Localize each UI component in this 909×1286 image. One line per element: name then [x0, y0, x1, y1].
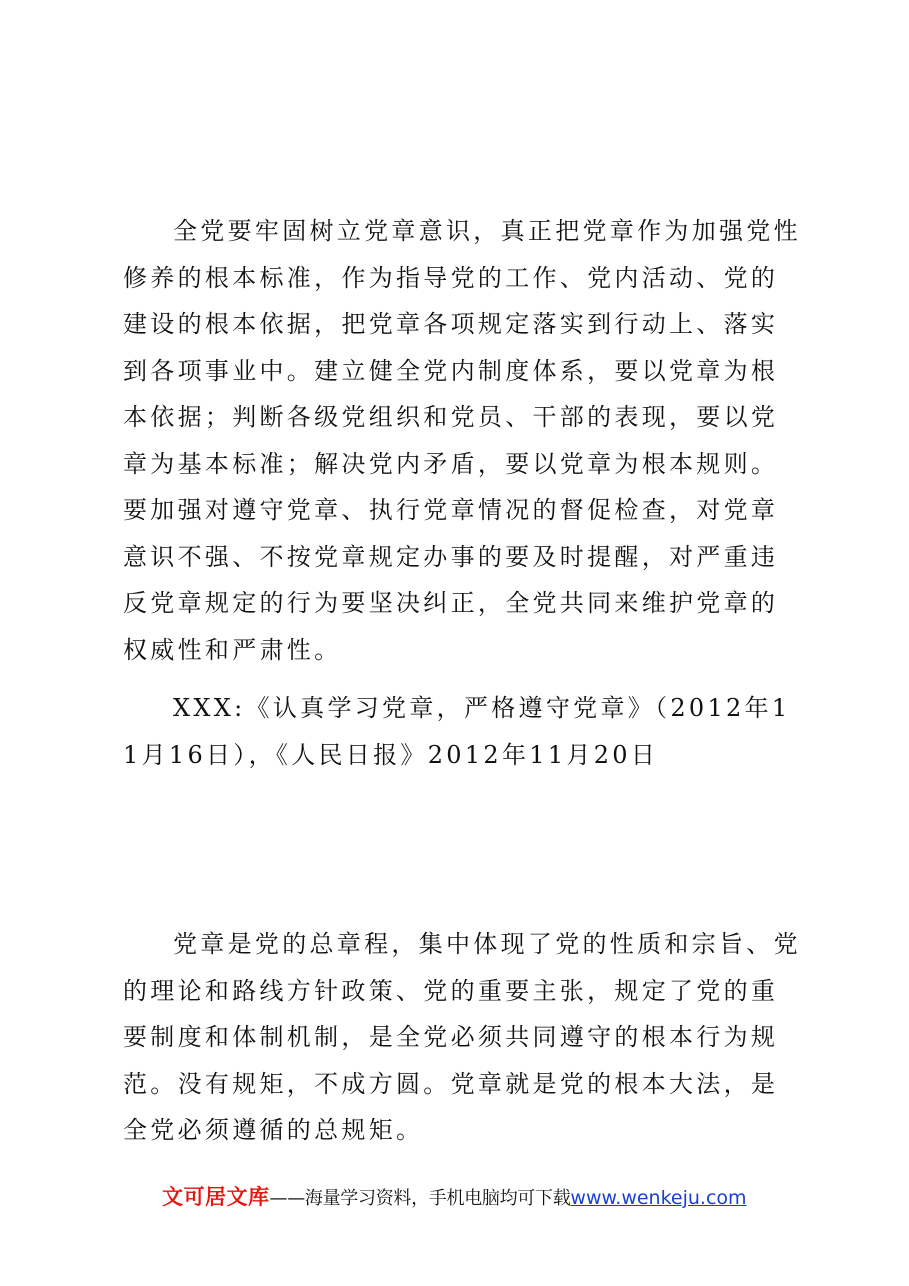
brand-name: 文可居文库 [162, 1185, 270, 1209]
footer-banner [162, 1180, 802, 1214]
footer-slogan: ——海量学习资料，手机电脑均可下载 [269, 1188, 571, 1209]
body-paragraph-2: 党章是党的总章程，集中体现了党的性质和宗旨、党的理论和路线方针政策、党的重要主张，规定了党的重要制度和体制机制，是全党必须共同遵守的根本行为规范。没有规矩，不成方圆。党章就是党的根本大法，是全党必须遵循的总规矩。 [123, 930, 801, 1144]
website-link[interactable]: www.wenkeju.com [570, 1187, 747, 1209]
body-paragraph-1: 全党要牢固树立党章意识，真正把党章作为加强党性修养的根本标准，作为指导党的工作、党内活动、党的建设的根本依据，把党章各项规定落实到行动上、落实到各项事业中。建立健全党内制度体系，要以党章为根本依据；判断各级党组织和党员、干部的表现，要以党章为基本标准；解决党内矛盾，要以党章为根本规则。要加强对遵守党章、执行党章情况的督促检查，对党章意识不强、不按党章规定办事的要及时提醒，对严重违反党章规定的行为要坚决纠正，全党共同来维护党章的权威性和严肃性。 [123, 217, 801, 664]
citation: XXX:《认真学习党章，严格遵守党章》（2012年11月16日），《人民日报》2012年11月20日 [123, 694, 791, 769]
